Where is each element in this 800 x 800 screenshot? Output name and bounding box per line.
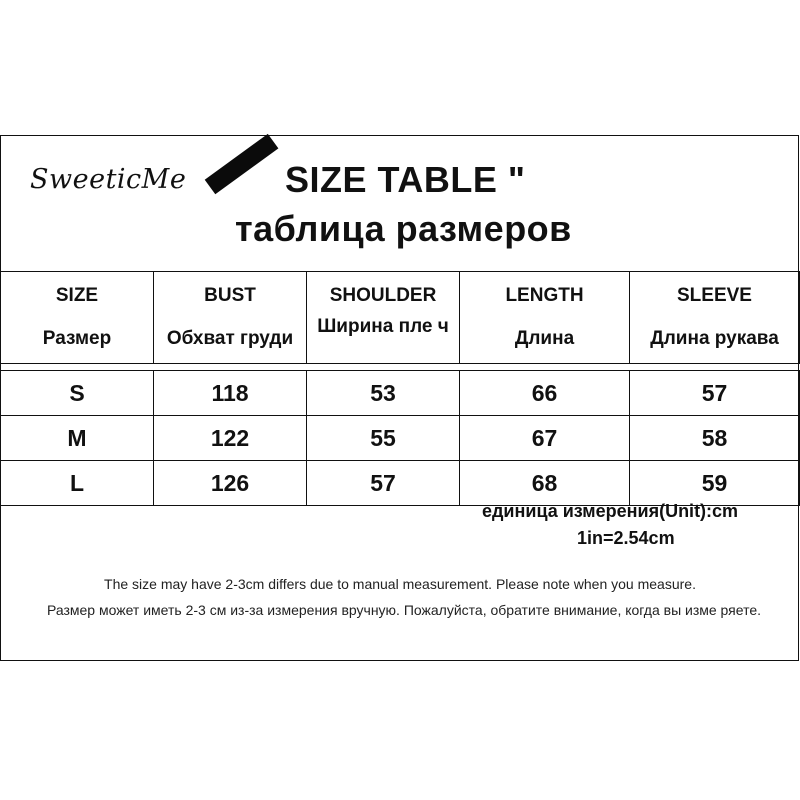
cell-shoulder: 53: [307, 371, 460, 416]
size-table: [0, 271, 800, 506]
header-bust: [154, 272, 307, 364]
cell-size: L: [1, 461, 154, 506]
cell-bust: 122: [154, 416, 307, 461]
header-label-en: LENGTH: [505, 285, 584, 306]
decorative-stroke: [212, 148, 282, 206]
cell-length: 67: [460, 416, 630, 461]
cell-shoulder: 55: [307, 416, 460, 461]
cell-sleeve: 57: [630, 371, 800, 416]
cell-shoulder: 57: [307, 461, 460, 506]
cell-length: 68: [460, 461, 630, 506]
header-label-en: SIZE: [55, 285, 99, 306]
header-label-ru: Длина рукава: [650, 328, 779, 349]
header-label-en: SHOULDER: [329, 285, 437, 306]
header-size: [1, 272, 154, 364]
cell-size: S: [1, 371, 154, 416]
cell-size: M: [1, 416, 154, 461]
cell-sleeve: 59: [630, 461, 800, 506]
header-shoulder: [307, 272, 460, 364]
note-english: The size may have 2-3cm differs due to manual measurement. Please note when you measure.: [104, 576, 696, 592]
title-russian: таблица размеров: [235, 208, 572, 249]
brand-logo: SweeticMe: [30, 164, 187, 195]
header-label-ru: Длина: [514, 328, 575, 349]
table-row: [1, 416, 800, 461]
header-length: [460, 272, 630, 364]
table-row: [1, 371, 800, 416]
table-row: [1, 461, 800, 506]
title-english: SIZE TABLE ": [285, 159, 526, 200]
cell-bust: 126: [154, 461, 307, 506]
cell-sleeve: 58: [630, 416, 800, 461]
unit-line: единица измерения(Unit):cm: [482, 501, 739, 521]
header-label-ru: Размер: [42, 328, 112, 349]
header-label-ru: Ширина пле ч: [317, 316, 449, 337]
header-label-ru: Обхват груди: [166, 328, 294, 349]
note-russian: Размер может иметь 2-3 см из-за измерения вручную. Пожалуйста, обратите внимание, когда вы изме ряете.: [46, 602, 762, 618]
table-header-row: [1, 272, 800, 364]
header-label-en: SLEEVE: [677, 285, 752, 306]
table-spacer: [1, 364, 800, 371]
cell-length: 66: [460, 371, 630, 416]
header-sleeve: [630, 272, 800, 364]
header-label-en: BUST: [204, 285, 256, 306]
conversion-line: 1in=2.54cm: [577, 528, 675, 548]
cell-bust: 118: [154, 371, 307, 416]
